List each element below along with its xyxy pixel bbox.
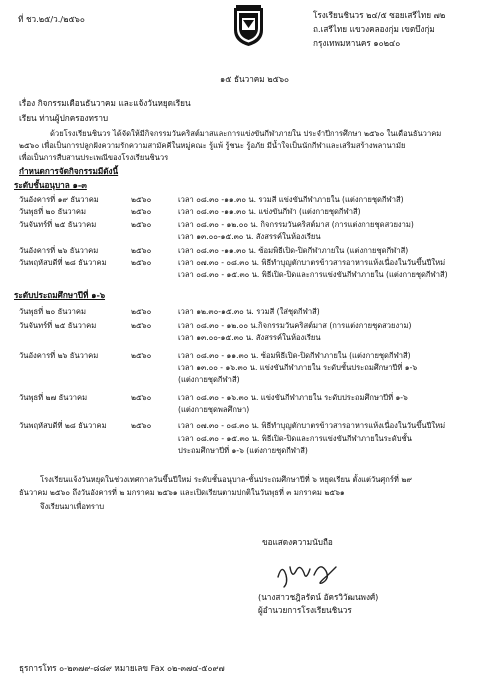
intro-line-2: ๒๕๖๐ เพื่อเป็นการปลูกฝังความรักความสามัคคีในหมู่คณะ รู้แพ้ รู้ชนะ รู้อภัย มีน้ำใจเป็นนักกีฬาและเสริมสร้างพลานามัย — [19, 141, 406, 150]
intro-line-3: เพื่อเป็นการสืบสานประเพณีของโรงเรียนชินวร — [19, 153, 169, 162]
pr-row-time: เวลา ๐๘.๓๐ - ๑๑.๓๐ น. ซ้อมพิธีเปิด-ปิดกีฬาภายใน (แต่งกายชุดกีฬาสี) — [178, 351, 411, 360]
school-address-line-2: ถ.เสรีไทย แขวงคลองกุ่ม เขตบึงกุ่ม — [313, 24, 435, 34]
pr-row-year: ๒๕๖๐ — [131, 393, 152, 402]
kg-row-day: วันจันทร์ที่ ๒๕ ธันวาคม — [19, 220, 97, 229]
pr-row-time: เวลา ๐๘.๓๐ - ๑๖.๓๐ น. แข่งขันกีฬาภายใน ระดับประถมศึกษาปีที่ ๑-๖ — [178, 393, 408, 402]
signer-name: (นางสาวชฎิลรัตน์ อัครวิวัฒนพงศ์) — [258, 592, 379, 602]
kg-row-year: ๒๕๖๐ — [131, 258, 152, 267]
kg-row-time: เวลา ๐๘.๓๐ -๑๑.๓๐ น. รวมสี แข่งขันกีฬาภายใน (แต่งกายชุดกีฬาสี) — [178, 195, 404, 204]
document-number: ที่ ชว.๒๕/ว./๒๕๖๐ — [18, 14, 85, 24]
kg-row-day: วันพุธที่ ๒๐ ธันวาคม — [19, 207, 87, 216]
schedule-heading: กำหนดการจัดกิจกรรมมีดังนี้ — [19, 166, 119, 176]
kg-row-time: เวลา ๐๘.๓๐ -๑๑.๓๐ น. แข่งขันกีฬา (แต่งกายชุดกีฬาสี) — [178, 207, 361, 216]
pr-row-year: ๒๕๖๐ — [131, 307, 152, 316]
pr-row-day: วันพฤหัสบดีที่ ๒๘ ธันวาคม — [19, 421, 107, 430]
kg-row-day: วันอังคารที่ ๒๖ ธันวาคม — [19, 246, 99, 255]
kg-row-time: เวลา ๐๘.๓๐ -๑๑.๓๐ น. ซ้อมพิธีเปิด-ปิดกีฬาภายใน (แต่งกายชุดกีฬาสี) — [178, 246, 409, 255]
pr-row-year: ๒๕๖๐ — [131, 351, 152, 360]
pr-row-time: เวลา ๐๗.๓๐ - ๐๘.๓๐ น. พิธีทำบุญตักบาตรข้าวสารอาหารแห้งเนื่องในวันขึ้นปีใหม่ — [178, 421, 446, 430]
document-date: ๑๕ ธันวาคม ๒๕๖๐ — [220, 74, 290, 84]
pr-row-time-cont: เวลา ๐๘.๓๐ - ๑๕.๓๐ น. พิธีเปิด-ปิดและการแข่งขันกีฬาภายในระดับชั้น — [178, 434, 412, 443]
pr-row-day: วันจันทร์ที่ ๒๕ ธันวาคม — [19, 321, 97, 330]
school-crest-icon — [230, 4, 267, 48]
pr-row-time-cont: ประถมศึกษาปีที่ ๑-๖ (แต่งกายชุดกีฬาสี) — [178, 446, 308, 455]
regards-text: ขอแสดงความนับถือ — [262, 537, 333, 547]
kg-row-year: ๒๕๖๐ — [131, 195, 152, 204]
pr-row-day: วันพุธที่ ๒๐ ธันวาคม — [19, 307, 87, 316]
pr-row-time-cont: เวลา ๑๓.๐๐-๑๕.๓๐ น. สังสรรค์ในห้องเรียน — [178, 333, 321, 342]
pr-row-time-cont: เวลา ๑๓.๐๐ - ๑๖.๓๐ น. แข่งขันกีฬาภายใน ระดับชั้นประถมศึกษาปีที่ ๑-๖ — [178, 363, 418, 372]
kg-row-time: เวลา ๐๘.๓๐ - ๑๒.๐๐ น. กิจกรรมวันคริสต์มาส (การแต่งกายชุดสวยงาม) — [178, 220, 414, 229]
pr-row-year: ๒๕๖๐ — [131, 321, 152, 330]
pr-row-day: วันอังคารที่ ๒๖ ธันวาคม — [19, 351, 99, 360]
kg-row-time: เวลา ๐๗.๓๐ - ๐๘.๓๐ น. พิธีทำบุญตักบาตรข้าวสารอาหารแห้งเนื่องในวันขึ้นปีใหม่ — [178, 258, 446, 267]
pr-row-year: ๒๕๖๐ — [131, 421, 152, 430]
kg-row-year: ๒๕๖๐ — [131, 207, 152, 216]
primary-heading: ระดับประถมศึกษาปีที่ ๑-๖ — [14, 290, 106, 300]
school-address-line-1: โรงเรียนชินวร ๒๔/๕ ซอยเสรีไทย ๗๒ — [313, 10, 446, 20]
intro-line-1: ด้วยโรงเรียนชินวร ได้จัดให้มีกิจกรรมวันคริสต์มาสและการแข่งขันกีฬาภายใน ประจำปีการศึกษา ๒๕๖๐ ในเดือนธันวาคม — [50, 129, 442, 138]
kg-row-day: วันอังคารที่ ๑๙ ธันวาคม — [19, 195, 99, 204]
pr-row-time: เวลา ๐๘.๓๐ - ๑๒.๐๐ น.กิจกรรมวันคริสต์มาส (การแต่งกายชุดสวยงาม) — [178, 321, 412, 330]
footer-contact: ธุรการโทร ๐-๒๓๗๙-๘๘๙ หมายเลข Fax ๐๒-๓๗๔-๕๐๙๗ — [19, 663, 225, 673]
kg-row-time-cont: เวลา ๐๘.๓๐ - ๑๕.๓๐ น. พิธีเปิด-ปิดและการแข่งขันกีฬาภายใน (แต่งกายชุดกีฬาสี) — [178, 270, 448, 279]
school-address-line-3: กรุงเทพมหานคร ๑๐๒๔๐ — [313, 38, 401, 48]
kg-row-time-cont: เวลา ๑๓.๐๐-๑๕.๓๐ น. สังสรรค์ในห้องเรียน — [178, 232, 321, 241]
closing-line-1: โรงเรียนแจ้งวันหยุดในช่วงเทศกาลวันขึ้นปีใหม่ ระดับชั้นอนุบาล-ชั้นประถมศึกษาปีที่ ๖ หยุดเรียน ตั้งแต่วันศุกร์ที่ ๒๙ — [40, 475, 412, 484]
kg-row-year: ๒๕๖๐ — [131, 220, 152, 229]
kg-row-day: วันพฤหัสบดีที่ ๒๘ ธันวาคม — [19, 258, 107, 267]
kg-row-year: ๒๕๖๐ — [131, 246, 152, 255]
pr-row-day: วันพุธที่ ๒๗ ธันวาคม — [19, 393, 88, 402]
signature-mark — [270, 557, 342, 591]
pr-row-time-cont: (แต่งกายชุดกีฬาสี) — [178, 375, 240, 384]
signer-position: ผู้อำนวยการโรงเรียนชินวร — [258, 605, 352, 615]
pr-row-time: เวลา ๑๒.๓๐-๑๕.๓๐ น. รวมสี (ใส่ชุดกีฬาสี) — [178, 307, 320, 316]
closing-line-3: จึงเรียนมาเพื่อทราบ — [40, 502, 105, 511]
kindergarten-heading: ระดับชั้นอนุบาล ๑-๓ — [14, 180, 87, 190]
salutation-line: เรียน ท่านผู้ปกครองทราบ — [19, 113, 109, 123]
pr-row-time-cont: (แต่งกายชุดพลศึกษา) — [178, 405, 250, 414]
closing-line-2: ธันวาคม ๒๕๖๐ ถึงวันอังคารที่ ๒ มกราคม ๒๕๖๑ และเปิดเรียนตามปกติในวันพุธที่ ๓ มกราคม ๒๕๖๑ — [19, 488, 345, 497]
subject-line: เรื่อง กิจกรรมเดือนธันวาคม และแจ้งวันหยุดเรียน — [19, 98, 191, 108]
